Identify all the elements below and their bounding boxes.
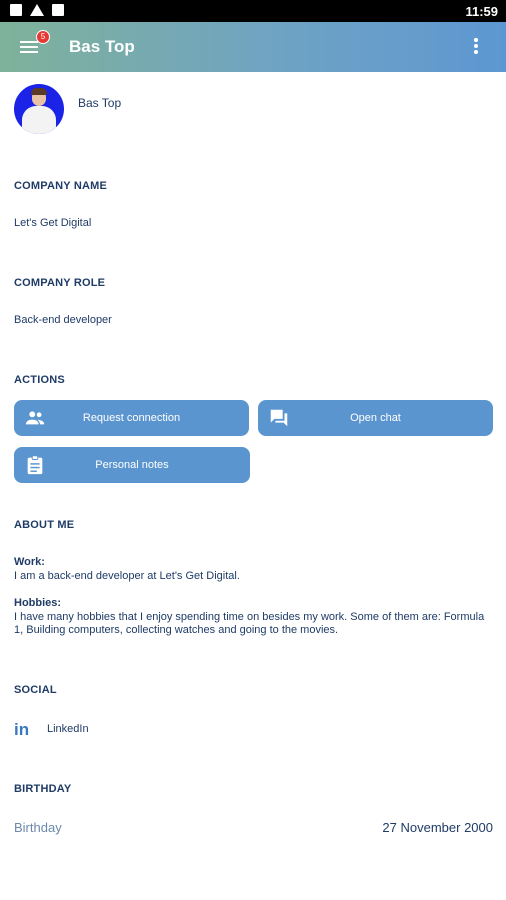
- avatar: [14, 84, 64, 134]
- linkedin-label: LinkedIn: [47, 723, 89, 735]
- birthday-label: BIRTHDAY: [14, 783, 72, 795]
- company-name-value: Let's Get Digital: [14, 217, 92, 229]
- work-text: I am a back-end developer at Let's Get Digital.: [14, 570, 240, 582]
- app-bar: [0, 22, 506, 72]
- birthday-value: 27 November 2000: [382, 820, 493, 835]
- status-time: 11:59: [465, 4, 498, 19]
- image-icon: [10, 4, 22, 16]
- personal-notes-label: Personal notes: [95, 459, 169, 471]
- profile-name: Bas Top: [78, 96, 122, 110]
- menu-button[interactable]: [16, 34, 44, 60]
- open-chat-label: Open chat: [350, 412, 401, 424]
- request-connection-button[interactable]: [14, 400, 249, 436]
- page-title: Bas Top: [69, 37, 135, 56]
- company-role-label: COMPANY ROLE: [14, 277, 106, 289]
- more-vert-icon: [474, 38, 478, 42]
- company-name-label: COMPANY NAME: [14, 180, 108, 192]
- hobbies-text: I have many hobbies that I enjoy spending time on besides my work. Some of them are: Formula 1, Building computers, collecting watches and going to the movies.: [14, 611, 485, 636]
- company-role-value: Back-end developer: [14, 314, 112, 326]
- more-options-button[interactable]: [472, 36, 480, 58]
- actions-label: ACTIONS: [14, 374, 65, 386]
- personal-notes-button[interactable]: [14, 447, 250, 483]
- request-connection-label: Request connection: [82, 412, 181, 424]
- status-bar: [0, 0, 506, 22]
- linkedin-icon: in: [14, 720, 30, 739]
- about-me-label: ABOUT ME: [14, 519, 75, 531]
- hobbies-title: Hobbies:: [14, 597, 62, 609]
- linkedin-link[interactable]: [14, 718, 114, 742]
- profile-header: [14, 84, 64, 134]
- status-icons: [10, 4, 64, 16]
- birthday-field-label: Birthday: [14, 820, 62, 835]
- open-chat-button[interactable]: [258, 400, 493, 436]
- notification-icon: [52, 4, 64, 16]
- work-title: Work:: [14, 556, 45, 568]
- warning-icon: [30, 4, 44, 16]
- social-label: SOCIAL: [14, 684, 57, 696]
- menu-badge: 5: [36, 30, 50, 44]
